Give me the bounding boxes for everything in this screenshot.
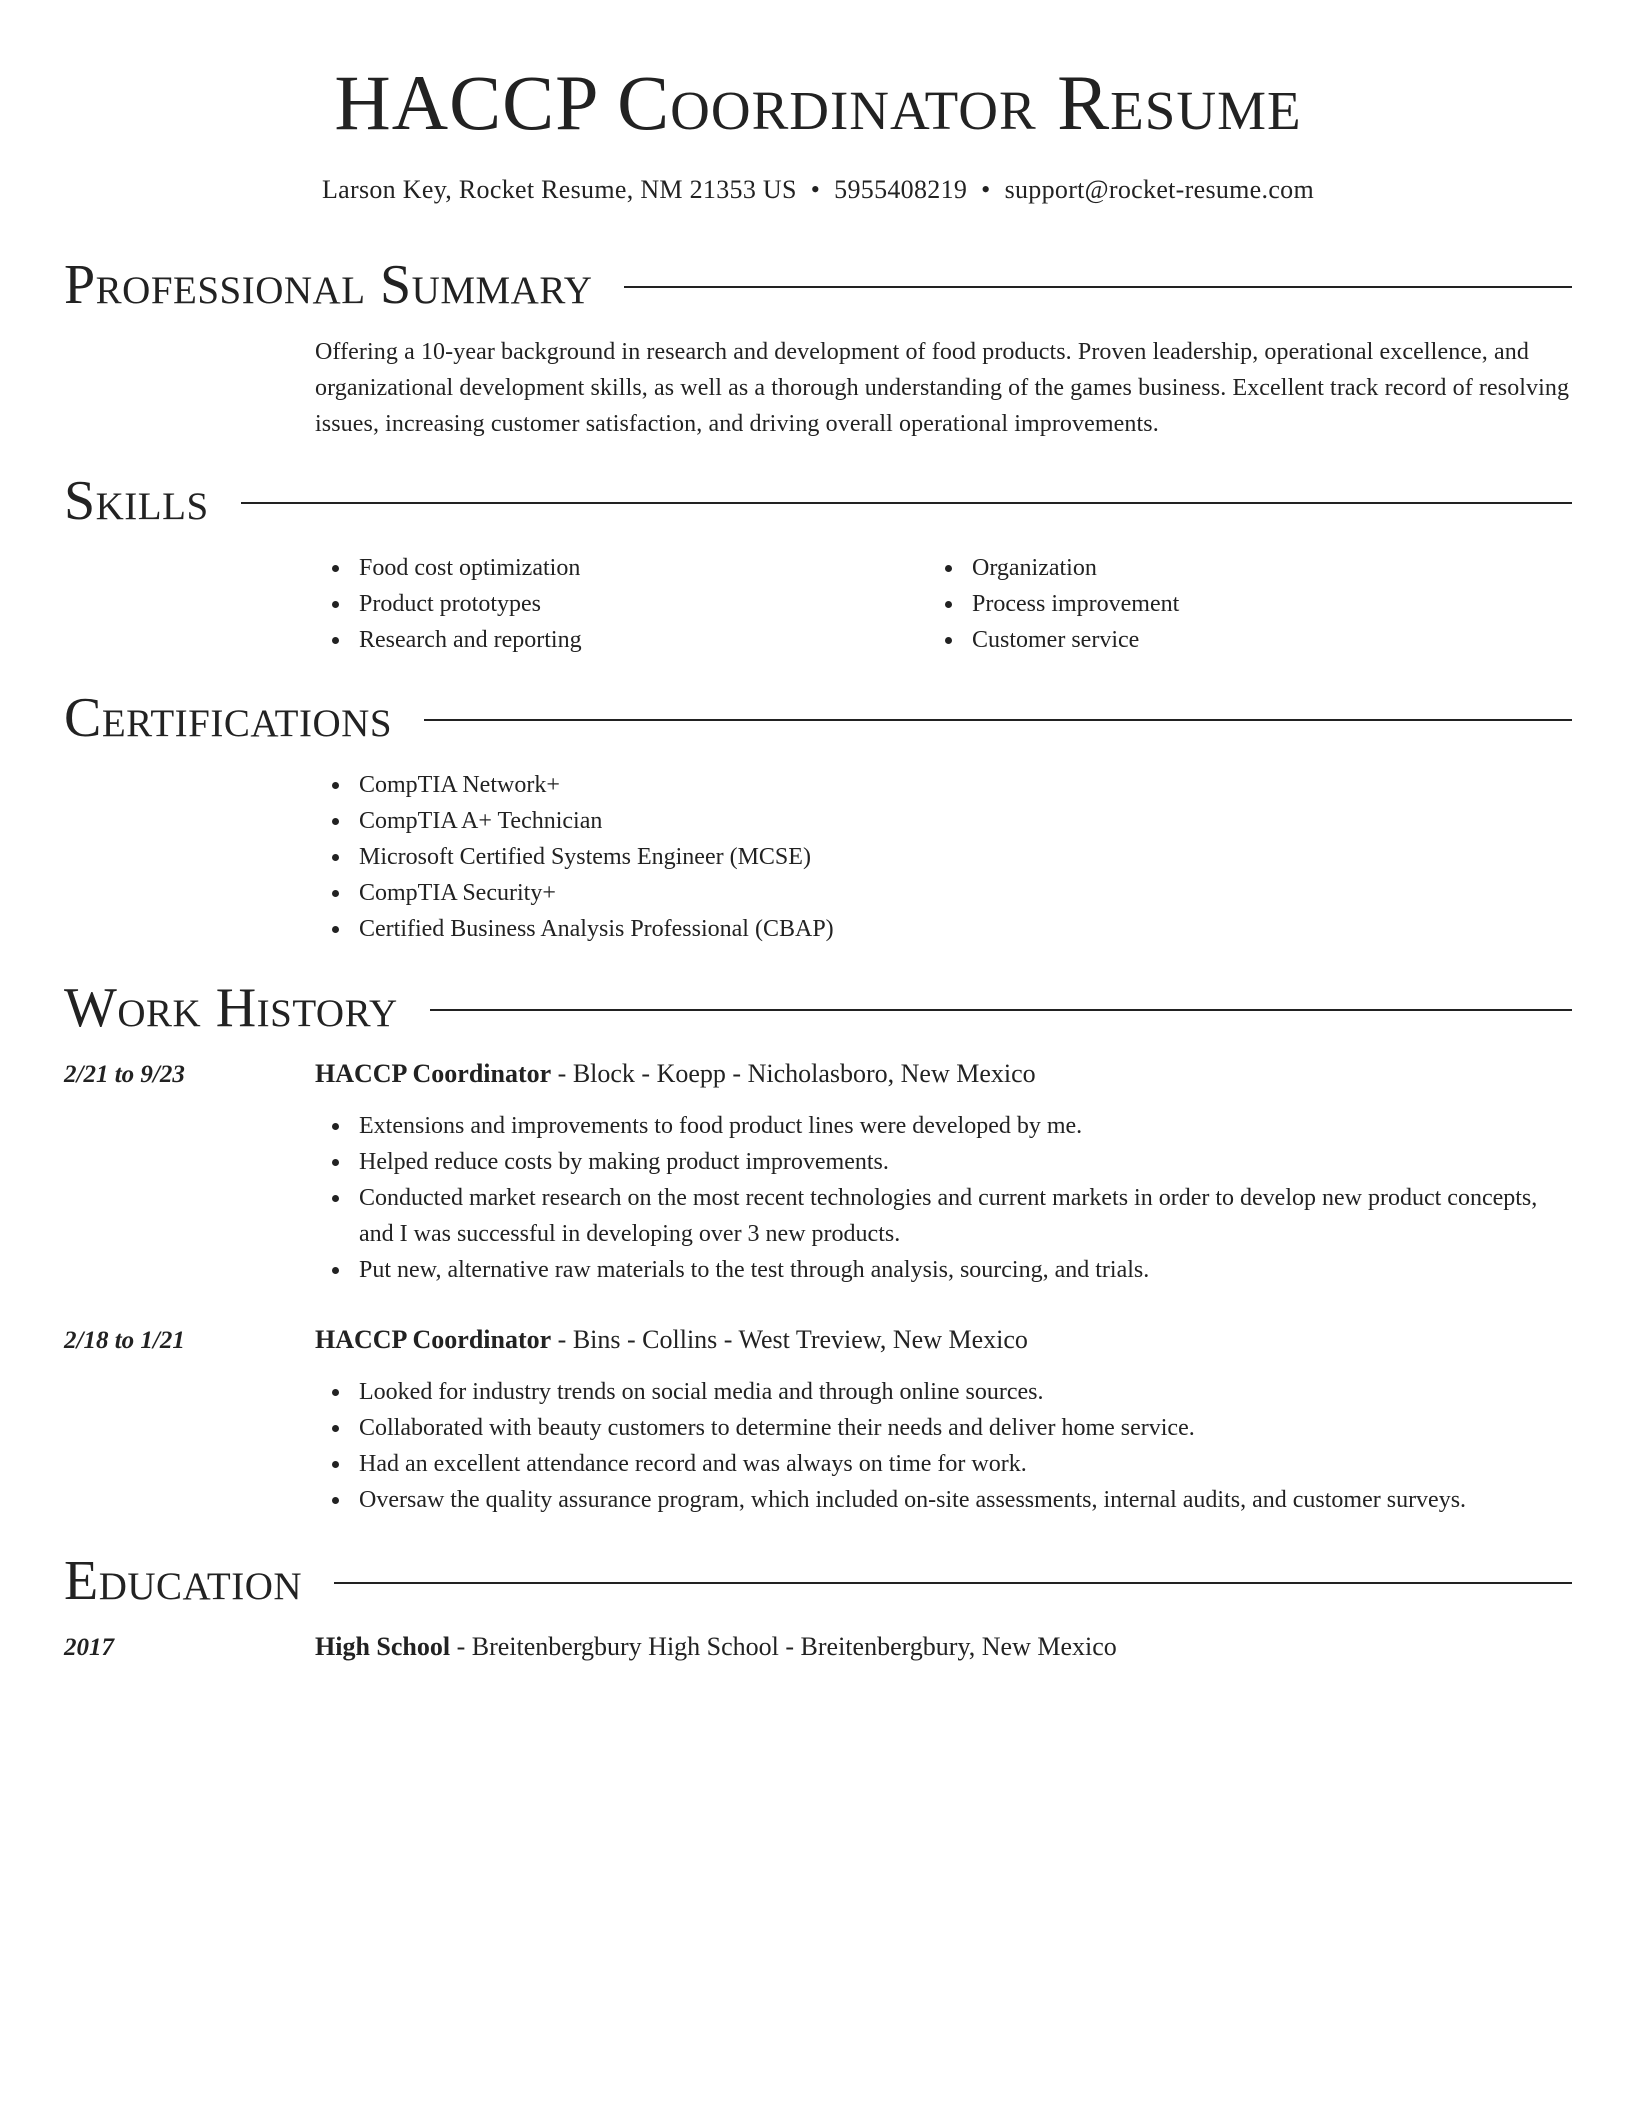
certification-item: Certified Business Analysis Professional (CBAP): [315, 911, 1572, 947]
job-heading: [315, 1056, 1572, 1092]
skill-item: Customer service: [928, 622, 1528, 658]
contact-email: support@rocket-resume.com: [1004, 175, 1314, 204]
job-bullet: Had an excellent attendance record and was always on time for work.: [315, 1446, 1572, 1482]
contact-separator: •: [810, 175, 821, 204]
education-section-header: [64, 1546, 1572, 1616]
certification-item: CompTIA Security+: [315, 875, 1572, 911]
contact-line: [64, 172, 1572, 208]
certifications-list: [315, 767, 1572, 947]
job-dates: 2/21 to 9/23: [64, 1061, 185, 1088]
certifications-heading: Certifications: [64, 687, 393, 749]
job-bullet: Oversaw the quality assurance program, which included on-site assessments, internal audits, and customer surveys.: [315, 1482, 1572, 1518]
education-degree: High School: [315, 1632, 451, 1661]
summary-text: Offering a 10-year background in research and development of food products. Proven leadership, operational excellence, and organizational development skills, as well as a thorough understanding of the games business. Excellent track record of resolving issues, increasing customer satisfaction, and driving overall operational improvements.: [315, 339, 1570, 437]
job-bullet: Looked for industry trends on social media and through online sources.: [315, 1374, 1572, 1410]
job-bullet: Helped reduce costs by making product improvements.: [315, 1144, 1572, 1180]
work-heading: Work History: [64, 977, 398, 1039]
contact-phone: 5955408219: [834, 175, 968, 204]
skill-item: Food cost optimization: [315, 550, 915, 586]
resume-title: HACCP Coordinator Resume: [334, 59, 1302, 146]
skills-list-left: [315, 550, 915, 658]
education-year: 2017: [64, 1634, 114, 1661]
job-bullets: [315, 1374, 1572, 1518]
certification-item: Microsoft Certified Systems Engineer (MCSE): [315, 839, 1572, 875]
section-divider: [334, 1582, 1572, 1584]
section-divider: [430, 1009, 1572, 1011]
summary-heading: Professional Summary: [64, 254, 593, 316]
job-bullet: Extensions and improvements to food product lines were developed by me.: [315, 1108, 1572, 1144]
contact-separator: •: [981, 175, 991, 204]
job-dates: 2/18 to 1/21: [64, 1327, 185, 1354]
job-details: - Bins - Collins - West Treview, New Mexico: [551, 1325, 1028, 1354]
education-heading: Education: [64, 1550, 303, 1612]
skill-item: Organization: [928, 550, 1528, 586]
job-heading: [315, 1322, 1572, 1358]
education-details: - Breitenbergbury High School - Breitenbergbury, New Mexico: [450, 1632, 1117, 1661]
certification-item: CompTIA A+ Technician: [315, 803, 1572, 839]
section-divider: [241, 502, 1572, 504]
job-bullets: [315, 1108, 1572, 1288]
job-bullet: Conducted market research on the most recent technologies and current markets in order to develop new product concepts, and I was successful in developing over 3 new products.: [315, 1180, 1572, 1252]
job-bullet: Put new, alternative raw materials to the test through analysis, sourcing, and trials.: [315, 1252, 1572, 1288]
skills-list-right: [928, 550, 1528, 658]
summary-section-header: [64, 250, 1572, 320]
job-details: - Block - Koepp - Nicholasboro, New Mexico: [551, 1059, 1036, 1088]
job-title: HACCP Coordinator: [315, 1059, 552, 1088]
section-divider: [424, 719, 1572, 721]
certification-item: CompTIA Network+: [315, 767, 1572, 803]
skill-item: Product prototypes: [315, 586, 915, 622]
skill-item: Research and reporting: [315, 622, 915, 658]
skills-section-header: [64, 466, 1572, 536]
education-entry: [315, 1629, 1572, 1665]
skill-item: Process improvement: [928, 586, 1528, 622]
job-title: HACCP Coordinator: [315, 1325, 552, 1354]
skills-heading: Skills: [64, 470, 209, 532]
work-section-header: [64, 973, 1572, 1043]
section-divider: [624, 286, 1572, 288]
certifications-section-header: [64, 683, 1572, 753]
job-bullet: Collaborated with beauty customers to determine their needs and deliver home service.: [315, 1410, 1572, 1446]
contact-address: Larson Key, Rocket Resume, NM 21353 US: [321, 175, 797, 204]
